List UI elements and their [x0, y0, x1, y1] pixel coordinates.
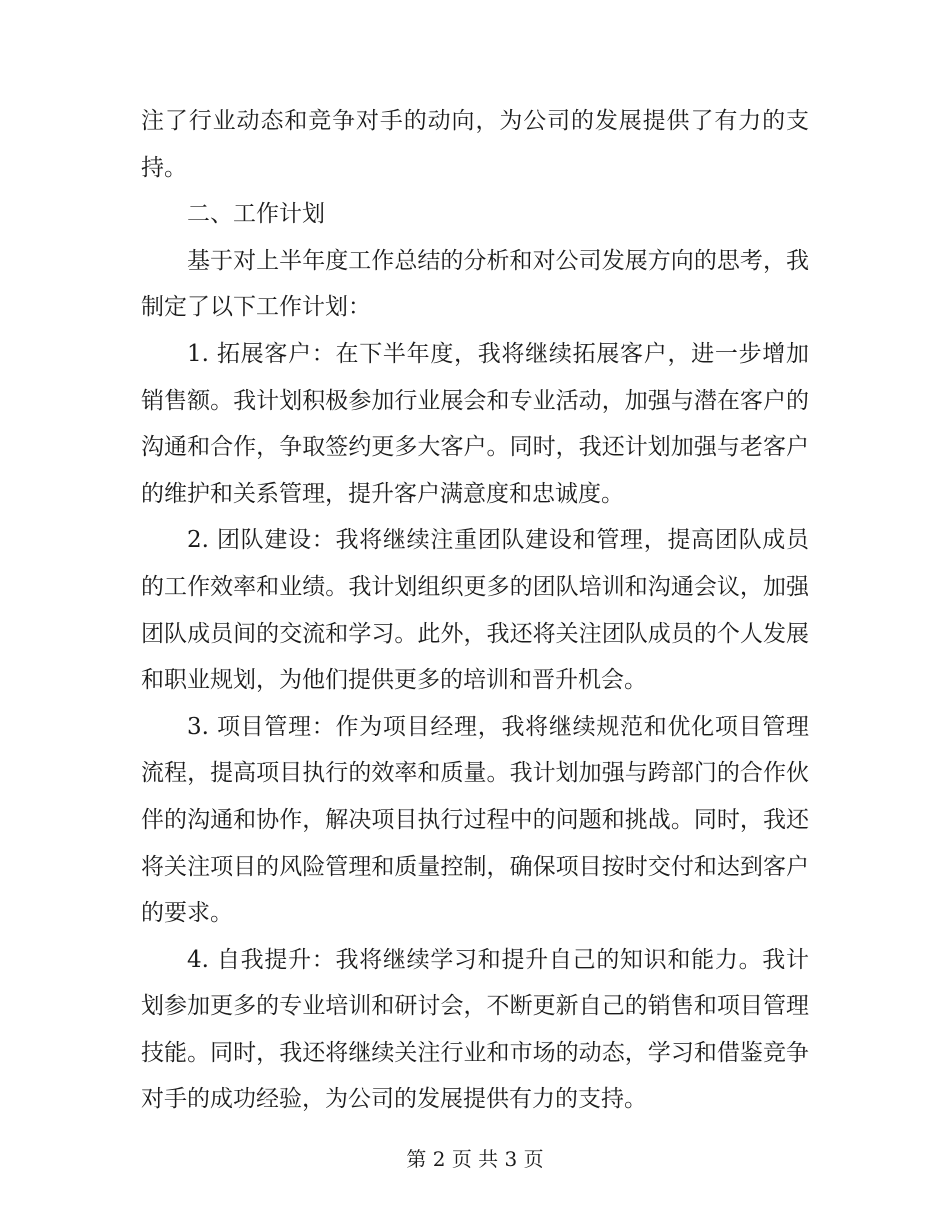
section-heading: 二、工作计划: [187, 201, 325, 228]
paragraph-intro: 基于对上半年度工作总结的分析和对公司发展方向的思考，我制定了以下工作计划：: [141, 247, 809, 321]
page-number: 第 2 页 共 3 页: [406, 1147, 544, 1171]
paragraph-item-4: 4. 自我提升：我将继续学习和提升自己的知识和能力。我计划参加更多的专业培训和研讨会，不断更新自己的销售和项目管理技能。同时，我还将继续关注行业和市场的动态，学习和借鉴竞争对手的成功经验，为公司的发展提供有力的支持。: [141, 946, 809, 1113]
document-body: [141, 98, 809, 1123]
page-footer: [0, 1145, 950, 1173]
paragraph-item-1: 1. 拓展客户：在下半年度，我将继续拓展客户，进一步增加销售额。我计划积极参加行业展会和专业活动，加强与潜在客户的沟通和合作，争取签约更多大客户。同时，我还计划加强与老客户的维护和关系管理，提升客户满意度和忠诚度。: [141, 340, 809, 507]
paragraph-continuation: 注了行业动态和竞争对手的动向，为公司的发展提供了有力的支持。: [141, 108, 809, 181]
paragraph-item-2: 2. 团队建设：我将继续注重团队建设和管理，提高团队成员的工作效率和业绩。我计划组织更多的团队培训和沟通会议，加强团队成员间的交流和学习。此外，我还将关注团队成员的个人发展和职业规划，为他们提供更多的培训和晋升机会。: [141, 527, 809, 694]
paragraph-item-3: 3. 项目管理：作为项目经理，我将继续规范和优化项目管理流程，提高项目执行的效率和质量。我计划加强与跨部门的合作伙伴的沟通和协作，解决项目执行过程中的问题和挑战。同时，我还将关注项目的风险管理和质量控制，确保项目按时交付和达到客户的要求。: [141, 713, 809, 927]
